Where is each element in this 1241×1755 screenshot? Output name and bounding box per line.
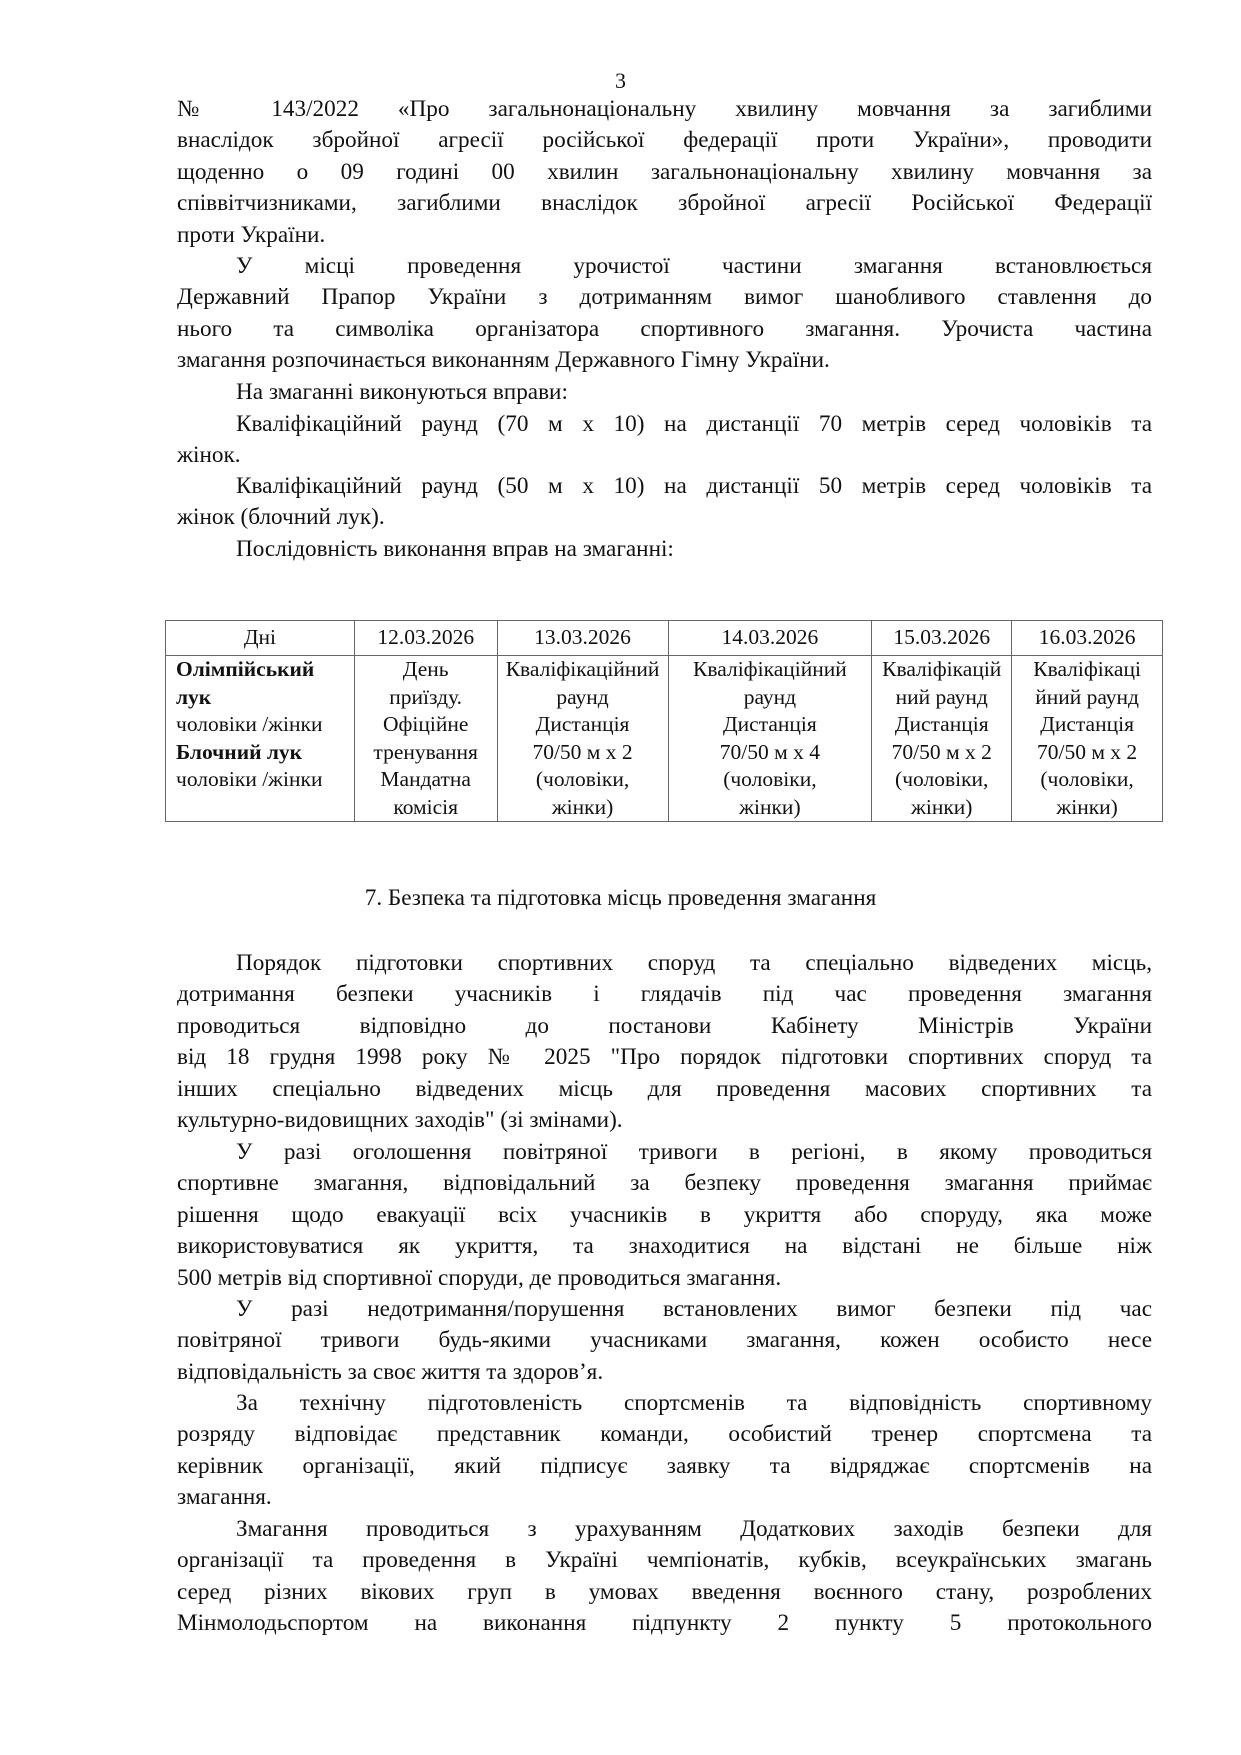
header-cell: 13.03.2026	[497, 621, 668, 656]
text-line: культурно-видовищних заходів" (зі змінами).	[177, 1107, 623, 1134]
cell-line: 70/50 м х 2	[891, 739, 992, 764]
text-line: Змагання проводиться з урахуванням Додаткових заходів безпеки для	[236, 1516, 1152, 1542]
text-line: жінок (блочний лук).	[177, 504, 385, 531]
sequence-intro	[177, 534, 1152, 565]
cell-line: Мандатна	[380, 767, 471, 791]
section-heading: 7. Безпека та підготовка місць проведення змагання	[364, 885, 877, 911]
text-line: змагання.	[177, 1484, 272, 1511]
table-cell	[1012, 656, 1163, 822]
category-gender: чоловіки /жінки	[176, 767, 323, 791]
text-line: Державний Прапор України з дотриманням вимог шанобливого ставлення до	[177, 284, 1152, 311]
text-line: Мінмолодьспортом на виконання підпункту 2 пункту 5 протокольного	[177, 1610, 1152, 1637]
safety-paragraph-2	[177, 1137, 1152, 1294]
cell-line: тренування	[373, 739, 478, 764]
cell-line: 70/50 м х 2	[532, 739, 633, 764]
safety-paragraph-3	[177, 1294, 1152, 1388]
cell-line: приїзду.	[389, 684, 463, 709]
cell-line: Кваліфікацій	[882, 657, 1002, 681]
text-line: жінок.	[177, 442, 241, 469]
cell-line: Кваліфікаційний	[505, 657, 660, 681]
cell-line: Дистанція	[535, 712, 630, 736]
text-line: серед різних вікових груп в умовах введення воєнного стану, розроблених	[177, 1578, 1152, 1605]
text-line: відповідальність за своє життя та здоров’я.	[177, 1358, 604, 1385]
header-cell: 16.03.2026	[1012, 621, 1163, 656]
text-line: У місці проведення урочистої частини змагання встановлюється	[236, 253, 1152, 279]
text-line: Кваліфікаційний раунд (50 м х 10) на дистанції 50 метрів серед чоловіків та	[236, 473, 1152, 499]
safety-paragraph-1	[177, 948, 1152, 1136]
page-number: 3	[615, 68, 626, 93]
header-cell: Дні	[166, 621, 355, 656]
exercise-1	[177, 409, 1152, 472]
table-cell	[497, 656, 668, 822]
text-line: повітряної тривоги будь-якими учасниками змагання, кожен особисто несе	[177, 1327, 1152, 1354]
cell-line: жінки)	[551, 794, 614, 819]
text-line: від 18 грудня 1998 року № 2025 "Про порядок підготовки спортивних споруд та	[177, 1044, 1152, 1071]
cell-line: Дистанція	[722, 712, 817, 736]
cell-line: (чоловіки,	[895, 767, 989, 791]
text-line: дотримання безпеки учасників і глядачів під час проведення змагання	[177, 981, 1152, 1008]
header-cell: 12.03.2026	[354, 621, 497, 656]
cell-line: жінки)	[910, 794, 973, 819]
cell-line: раунд	[743, 684, 797, 709]
text-line: керівник організації, який підписує заявку та відряджає спортсменів на	[177, 1452, 1152, 1479]
text-line: використовуватися як укриття, та знаходитися на відстані не більше ніж	[177, 1233, 1152, 1260]
cell-line: Офіційне	[382, 712, 469, 736]
text-line: Кваліфікаційний раунд (70 м х 10) на дистанції 70 метрів серед чоловіків та	[236, 411, 1152, 437]
exercise-2	[177, 471, 1152, 534]
cell-line: Кваліфікаці	[1033, 657, 1141, 681]
cell-line: День	[402, 657, 449, 681]
cell-line: раунд	[556, 684, 609, 709]
cell-line: комісія	[393, 794, 459, 819]
text-line: Послідовність виконання вправ на змаганні:	[236, 536, 674, 562]
intro-paragraph	[177, 94, 1152, 251]
table-cell	[668, 656, 872, 822]
cell-line: жінки)	[739, 794, 801, 819]
text-line: розряду відповідає представник команди, особистий тренер спортсмена та	[177, 1421, 1152, 1448]
text-line: нього та символіка організатора спортивного змагання. Урочиста частина	[177, 315, 1152, 342]
cell-line: Дистанція	[1040, 712, 1134, 736]
text-line: спортивне змагання, відповідальний за безпеку проведення змагання приймає	[177, 1170, 1152, 1197]
category-compound-bow: Блочний лук	[176, 739, 303, 764]
table-row	[166, 656, 1163, 822]
cell-line: 70/50 м х 4	[719, 739, 820, 764]
cell-line: йний раунд	[1035, 684, 1139, 709]
schedule-table	[165, 620, 1163, 822]
text-line: організації та проведення в Україні чемпіонатів, кубків, всеукраїнських змагань	[177, 1547, 1152, 1574]
text-line: щоденно о 09 годині 00 хвилин загальнонаціональну хвилину мовчання за	[177, 158, 1152, 185]
category-olympic-bow: Олімпійський лук	[176, 657, 315, 709]
text-line: 500 метрів від спортивної споруди, де проводиться змагання.	[177, 1264, 782, 1291]
safety-paragraph-5	[177, 1514, 1152, 1640]
table-header-row	[166, 621, 1163, 656]
flag-paragraph	[177, 251, 1152, 377]
text-line: інших спеціально відведених місць для проведення масових спортивних та	[177, 1075, 1152, 1102]
text-line: У разі оголошення повітряної тривоги в регіоні, в якому проводиться	[236, 1139, 1152, 1165]
table-cell	[872, 656, 1012, 822]
text-line: рішення щодо евакуації всіх учасників в укриття або споруду, яка може	[177, 1201, 1152, 1228]
text-line: співвітчизниками, загиблими внаслідок збройної агресії Російської Федерації	[177, 190, 1152, 217]
row-label-cell	[166, 656, 355, 822]
safety-paragraph-4	[177, 1388, 1152, 1514]
header-cell: 14.03.2026	[668, 621, 872, 656]
cell-line: (чоловіки,	[723, 767, 817, 791]
cell-line: 70/50 м х 2	[1036, 739, 1138, 764]
text-line: За технічну підготовленість спортсменів та відповідність спортивному	[236, 1390, 1152, 1416]
table-cell	[354, 656, 497, 822]
cell-line: жінки)	[1056, 794, 1118, 819]
text-line: проводиться відповідно до постанови Кабінету Міністрів України	[177, 1012, 1152, 1039]
text-line: На змаганні виконуються вправи:	[236, 379, 568, 405]
exercises-intro	[177, 377, 1152, 408]
text-line: проти України.	[177, 221, 326, 248]
category-gender: чоловіки /жінки	[176, 712, 323, 736]
cell-line: (чоловіки,	[1040, 767, 1134, 791]
text-line: внаслідок збройної агресії російської федерації проти України», проводити	[177, 127, 1152, 154]
cell-line: Дистанція	[894, 712, 989, 736]
text-line: № 143/2022 «Про загальнонаціональну хвилину мовчання за загиблими	[177, 96, 1152, 122]
cell-line: (чоловіки,	[535, 767, 630, 791]
header-cell: 15.03.2026	[872, 621, 1012, 656]
text-line: У разі недотримання/порушення встановлених вимог безпеки під час	[236, 1296, 1152, 1322]
cell-line: Кваліфікаційний	[693, 657, 847, 681]
text-line: Порядок підготовки спортивних споруд та спеціально відведених місць,	[236, 950, 1152, 976]
cell-line: ний раунд	[895, 684, 988, 709]
text-line: змагання розпочинається виконанням Державного Гімну України.	[177, 347, 830, 374]
